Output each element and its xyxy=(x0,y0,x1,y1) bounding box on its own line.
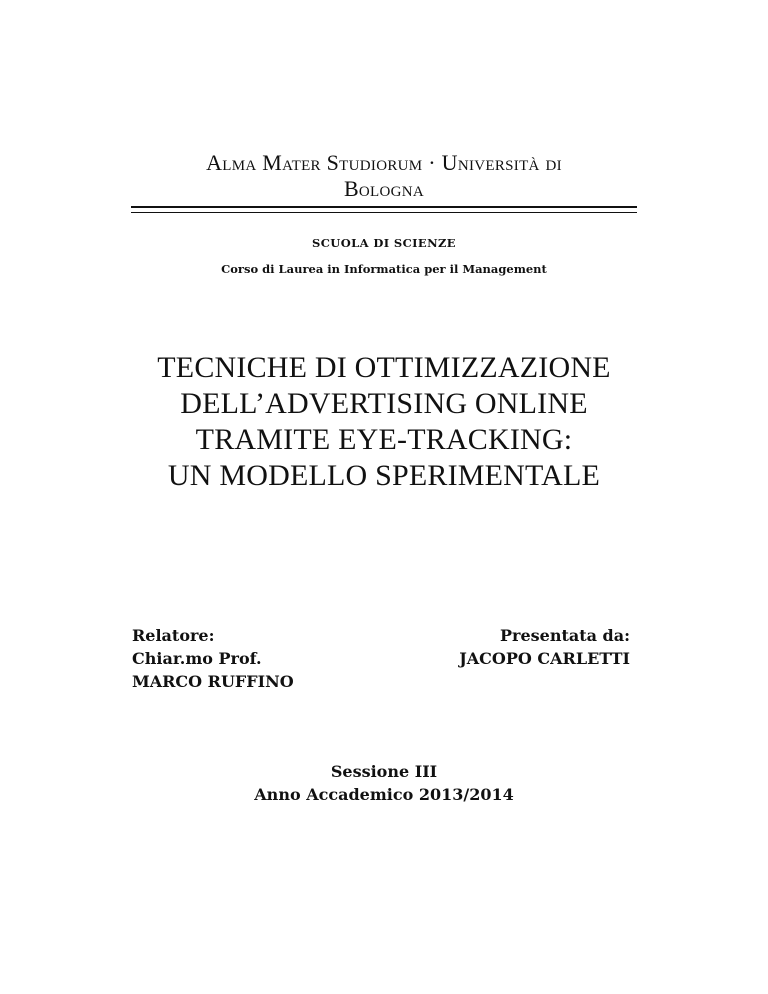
university-name xyxy=(0,150,768,202)
thesis-title-line-1: TECNICHE DI OTTIMIZZAZIONE xyxy=(157,351,611,384)
thesis-title-line-4: UN MODELLO SPERIMENTALE xyxy=(167,459,601,492)
university-line-2: Bologna xyxy=(343,176,425,201)
session-label: Sessione III xyxy=(330,762,438,781)
supervisor-label: Relatore: xyxy=(132,626,215,645)
academic-year: Anno Accademico 2013/2014 xyxy=(254,785,514,804)
thesis-title-line-3: TRAMITE EYE-TRACKING: xyxy=(195,423,573,456)
header-rule xyxy=(131,206,637,213)
thesis-title-line-2: DELL’ADVERTISING ONLINE xyxy=(180,387,588,420)
header-rule-thick xyxy=(131,206,637,208)
author-block xyxy=(459,624,630,670)
supervisor-name: MARCO RUFFINO xyxy=(132,672,294,691)
course-name: Corso di Laurea in Informatica per il Management xyxy=(221,262,547,276)
author-name: JACOPO CARLETTI xyxy=(459,649,630,668)
university-line-1: Alma Mater Studiorum · Università di xyxy=(206,150,562,175)
school-name: SCUOLA DI SCIENZE xyxy=(312,236,456,250)
thesis-title xyxy=(0,350,768,494)
session-block xyxy=(0,760,768,806)
supervisor-title: Chiar.mo Prof. xyxy=(132,649,262,668)
author-label: Presentata da: xyxy=(499,626,630,645)
header-rule-thin xyxy=(131,212,637,213)
supervisor-block xyxy=(132,624,294,693)
